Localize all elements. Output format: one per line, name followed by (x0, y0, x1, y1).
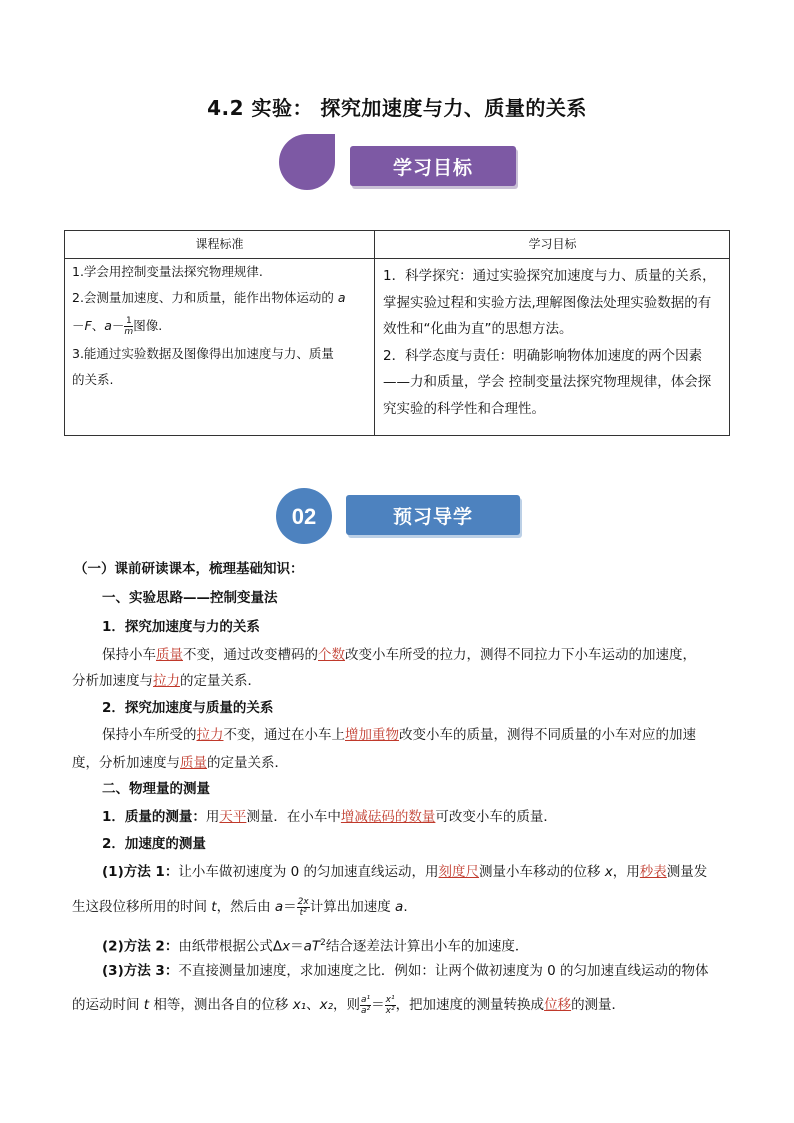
section-heading: （一）课前研读课本，梳理基础知识： (74, 561, 304, 577)
goal-line-5: ——力和质量，学会 控制变量法探究物理规律，体会探 (383, 374, 712, 390)
subsection-1-1-title: 1．探究加速度与力的关系 (102, 619, 260, 635)
paragraph-1-1-line-2: 分析加速度与拉力的定量关系． (72, 673, 261, 689)
goal-line-1: 1．科学探究：通过实验探究加速度与力、质量的关系， (383, 268, 716, 284)
paragraph-1-2-line-1: 保持小车所受的拉力不变，通过在小车上增加重物改变小车的质量，测得不同质量的小车对应的加速 (102, 727, 696, 743)
method-1-line-2: 生这段位移所用的时间 t，然后由 a＝ $\frac{2x}{\text{t²}}$ 计算出加速度 a. (72, 896, 408, 918)
method-2-line: (2)方法 2：由纸带根据公式$\Delta x=aT^2$结合逐差法计算出小车的加速度． (102, 938, 529, 955)
method-3-line-2: 的运动时间 t 相等，测出各自的位移 x₁、x₂，则 $\frac{\text{a¹}}{\text{a²}}$ ＝ $\frac{\text{x¹}}{\text{x²}}$ ，把加速度的测量转换成位移的测量． (72, 994, 626, 1016)
subsection-2-title: 二、物理量的测量 (102, 781, 210, 797)
paragraph-1-1-line-1: 保持小车质量不变，通过改变槽码的个数改变小车所受的拉力，测得不同拉力下小车运动的加速度， (102, 647, 696, 663)
goal-line-4: 2．科学态度与责任：明确影响物体加速度的两个因素 (383, 347, 703, 364)
fraction-x1-over-x2: $\frac{\text{x¹}}{\text{x²}}$ (385, 994, 395, 1016)
subsection-1-title: 一、实验思路——控制变量法 (102, 590, 278, 606)
standard-line-4: 3.能通过实验数据及图像得出加速度与力、质量 (72, 346, 334, 361)
preview-guide-label: 预习导学 (392, 505, 473, 528)
subsection-2-2-title: 2．加速度的测量 (102, 836, 206, 852)
standard-line-5: 的关系. (72, 372, 114, 387)
fraction-2x-over-t2: $\frac{2x}{\text{t²}}$ (297, 896, 309, 918)
goal-line-6: 究实验的科学性和合理性。 (383, 400, 545, 417)
standard-line-3: －F、a－ $\frac{1}{m}$ 图像. (72, 316, 163, 337)
preview-guide-banner (346, 495, 520, 535)
banner-decoration-shape (277, 132, 337, 192)
fraction-a1-over-a2: $\frac{\text{a¹}}{\text{a²}}$ (361, 994, 371, 1016)
section-number-badge (275, 487, 333, 545)
paragraph-1-2-line-2: 度，分析加速度与质量的定量关系． (72, 755, 288, 771)
standard-line-1: 1.学会用控制变量法探究物理规律. (72, 264, 263, 279)
goals-table (64, 230, 730, 436)
method-3-line-1: (3)方法 3：不直接测量加速度，求加速度之比．例如：让两个做初速度为 0 的匀加速直线运动的物体 (102, 963, 709, 979)
page-title: 4.2 实验： 探究加速度与力、质量的关系 (207, 96, 587, 120)
table-column-divider (374, 231, 375, 435)
fraction-one-over-m: $\frac{1}{m}$ (124, 316, 134, 337)
learning-goals-cell (383, 263, 725, 422)
course-standard-cell (72, 259, 370, 393)
method-1-line-1: (1)方法 1：让小车做初速度为 0 的匀加速直线运动，用刻度尺测量小车移动的位移 x，用秒表测量发 (102, 864, 708, 880)
section-number: 02 (291, 504, 317, 529)
goal-line-3: 效性和“化曲为直”的思想方法。 (383, 321, 573, 337)
goal-line-2: 掌握实验过程和实验方法,理解图像法处理实验数据的有 (383, 294, 712, 311)
learning-goals-banner (350, 146, 516, 186)
subsection-1-2-title: 2．探究加速度与质量的关系 (102, 700, 274, 716)
mass-measurement-line: 1．质量的测量：用天平测量．在小车中增减砝码的数量可改变小车的质量． (102, 809, 557, 825)
standard-line-2: 2.会测量加速度、力和质量，能作出物体运动的 a (72, 290, 346, 305)
table-header-course-standard: 课程标准 (195, 237, 244, 251)
learning-goals-label: 学习目标 (392, 156, 473, 179)
table-header-learning-goals: 学习目标 (528, 237, 577, 251)
